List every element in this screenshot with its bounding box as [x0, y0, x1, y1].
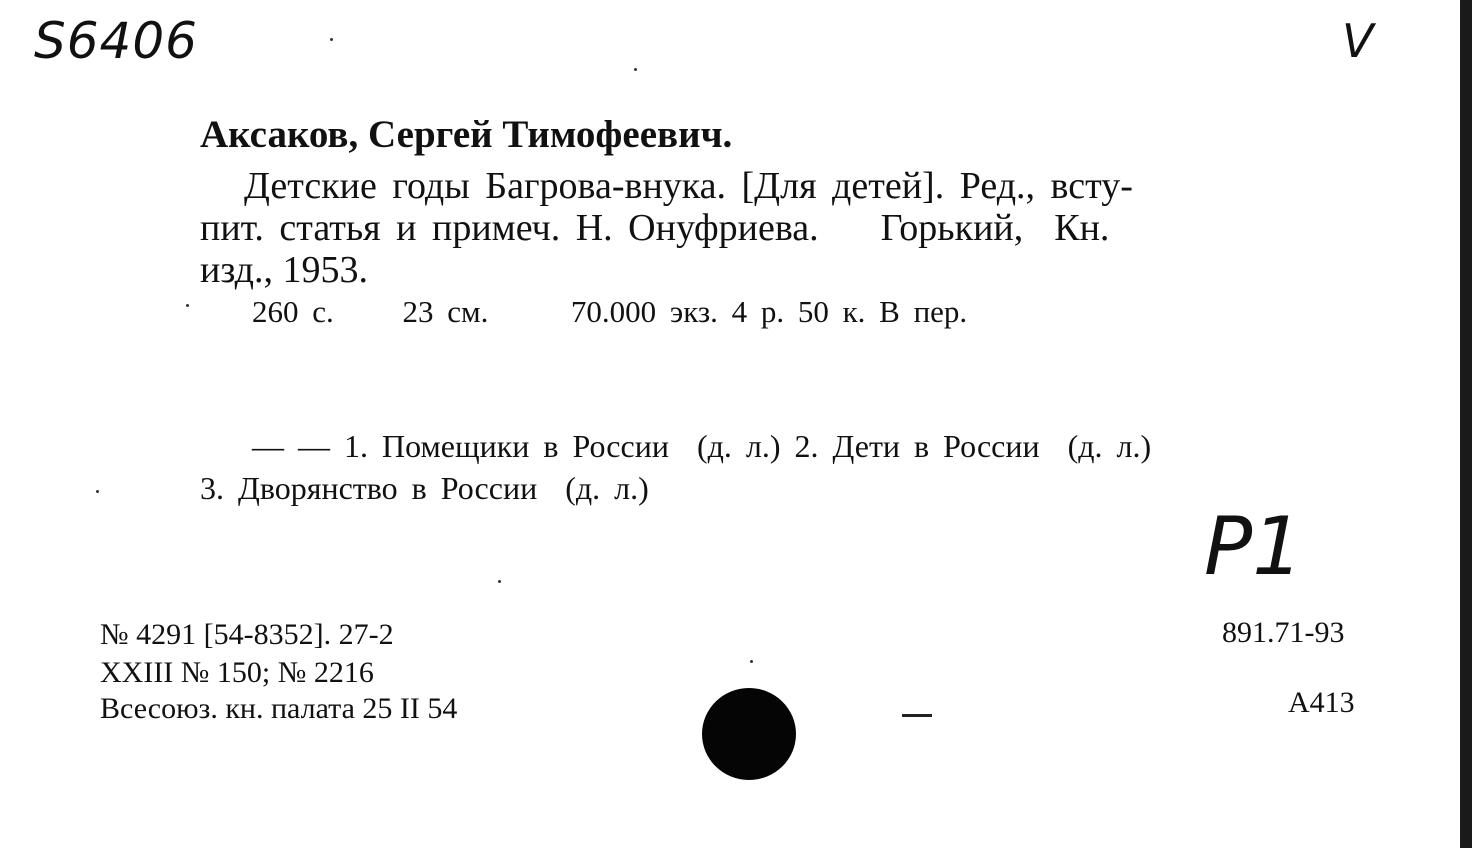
speck [330, 38, 333, 41]
punch-hole [702, 688, 796, 780]
classification-code: 891.71-93 [1222, 616, 1345, 649]
speck [96, 490, 99, 493]
handwritten-accession-number: S6406 [34, 12, 198, 70]
speck [750, 660, 753, 663]
title-line-2: пит. статья и примеч. Н. Онуфриева. Горький, Кн. [200, 207, 1110, 249]
handwritten-shelf-mark: P1 [1204, 500, 1304, 593]
ink-dash [902, 714, 932, 717]
speck [634, 68, 637, 71]
collation-line: 260 с. 23 см. 70.000 экз. 4 р. 50 к. В пер. [252, 294, 968, 329]
author-mark: А413 [1288, 686, 1355, 719]
title-line-3: изд., 1953. [200, 249, 368, 291]
author-heading: Аксаков, Сергей Тимофеевич. [200, 113, 733, 156]
registry-line: XXIII № 150; № 2216 [100, 656, 374, 689]
card-number-line: № 4291 [54-8352]. 27-2 [100, 618, 394, 651]
chamber-date-line: Всесоюз. кн. палата 25 II 54 [100, 692, 458, 725]
handwritten-check-mark: V [1342, 14, 1374, 68]
speck [498, 580, 501, 583]
title-line-1: Детские годы Багрова-внука. [Для детей]. Ред., всту- [244, 165, 1133, 207]
subject-headings-line-1: — — 1. Помещики в России (д. л.) 2. Дети в России (д. л.) [252, 428, 1152, 464]
subject-headings-line-2: 3. Дворянство в России (д. л.) [200, 470, 649, 506]
speck [186, 304, 189, 307]
card-edge [1460, 0, 1472, 848]
